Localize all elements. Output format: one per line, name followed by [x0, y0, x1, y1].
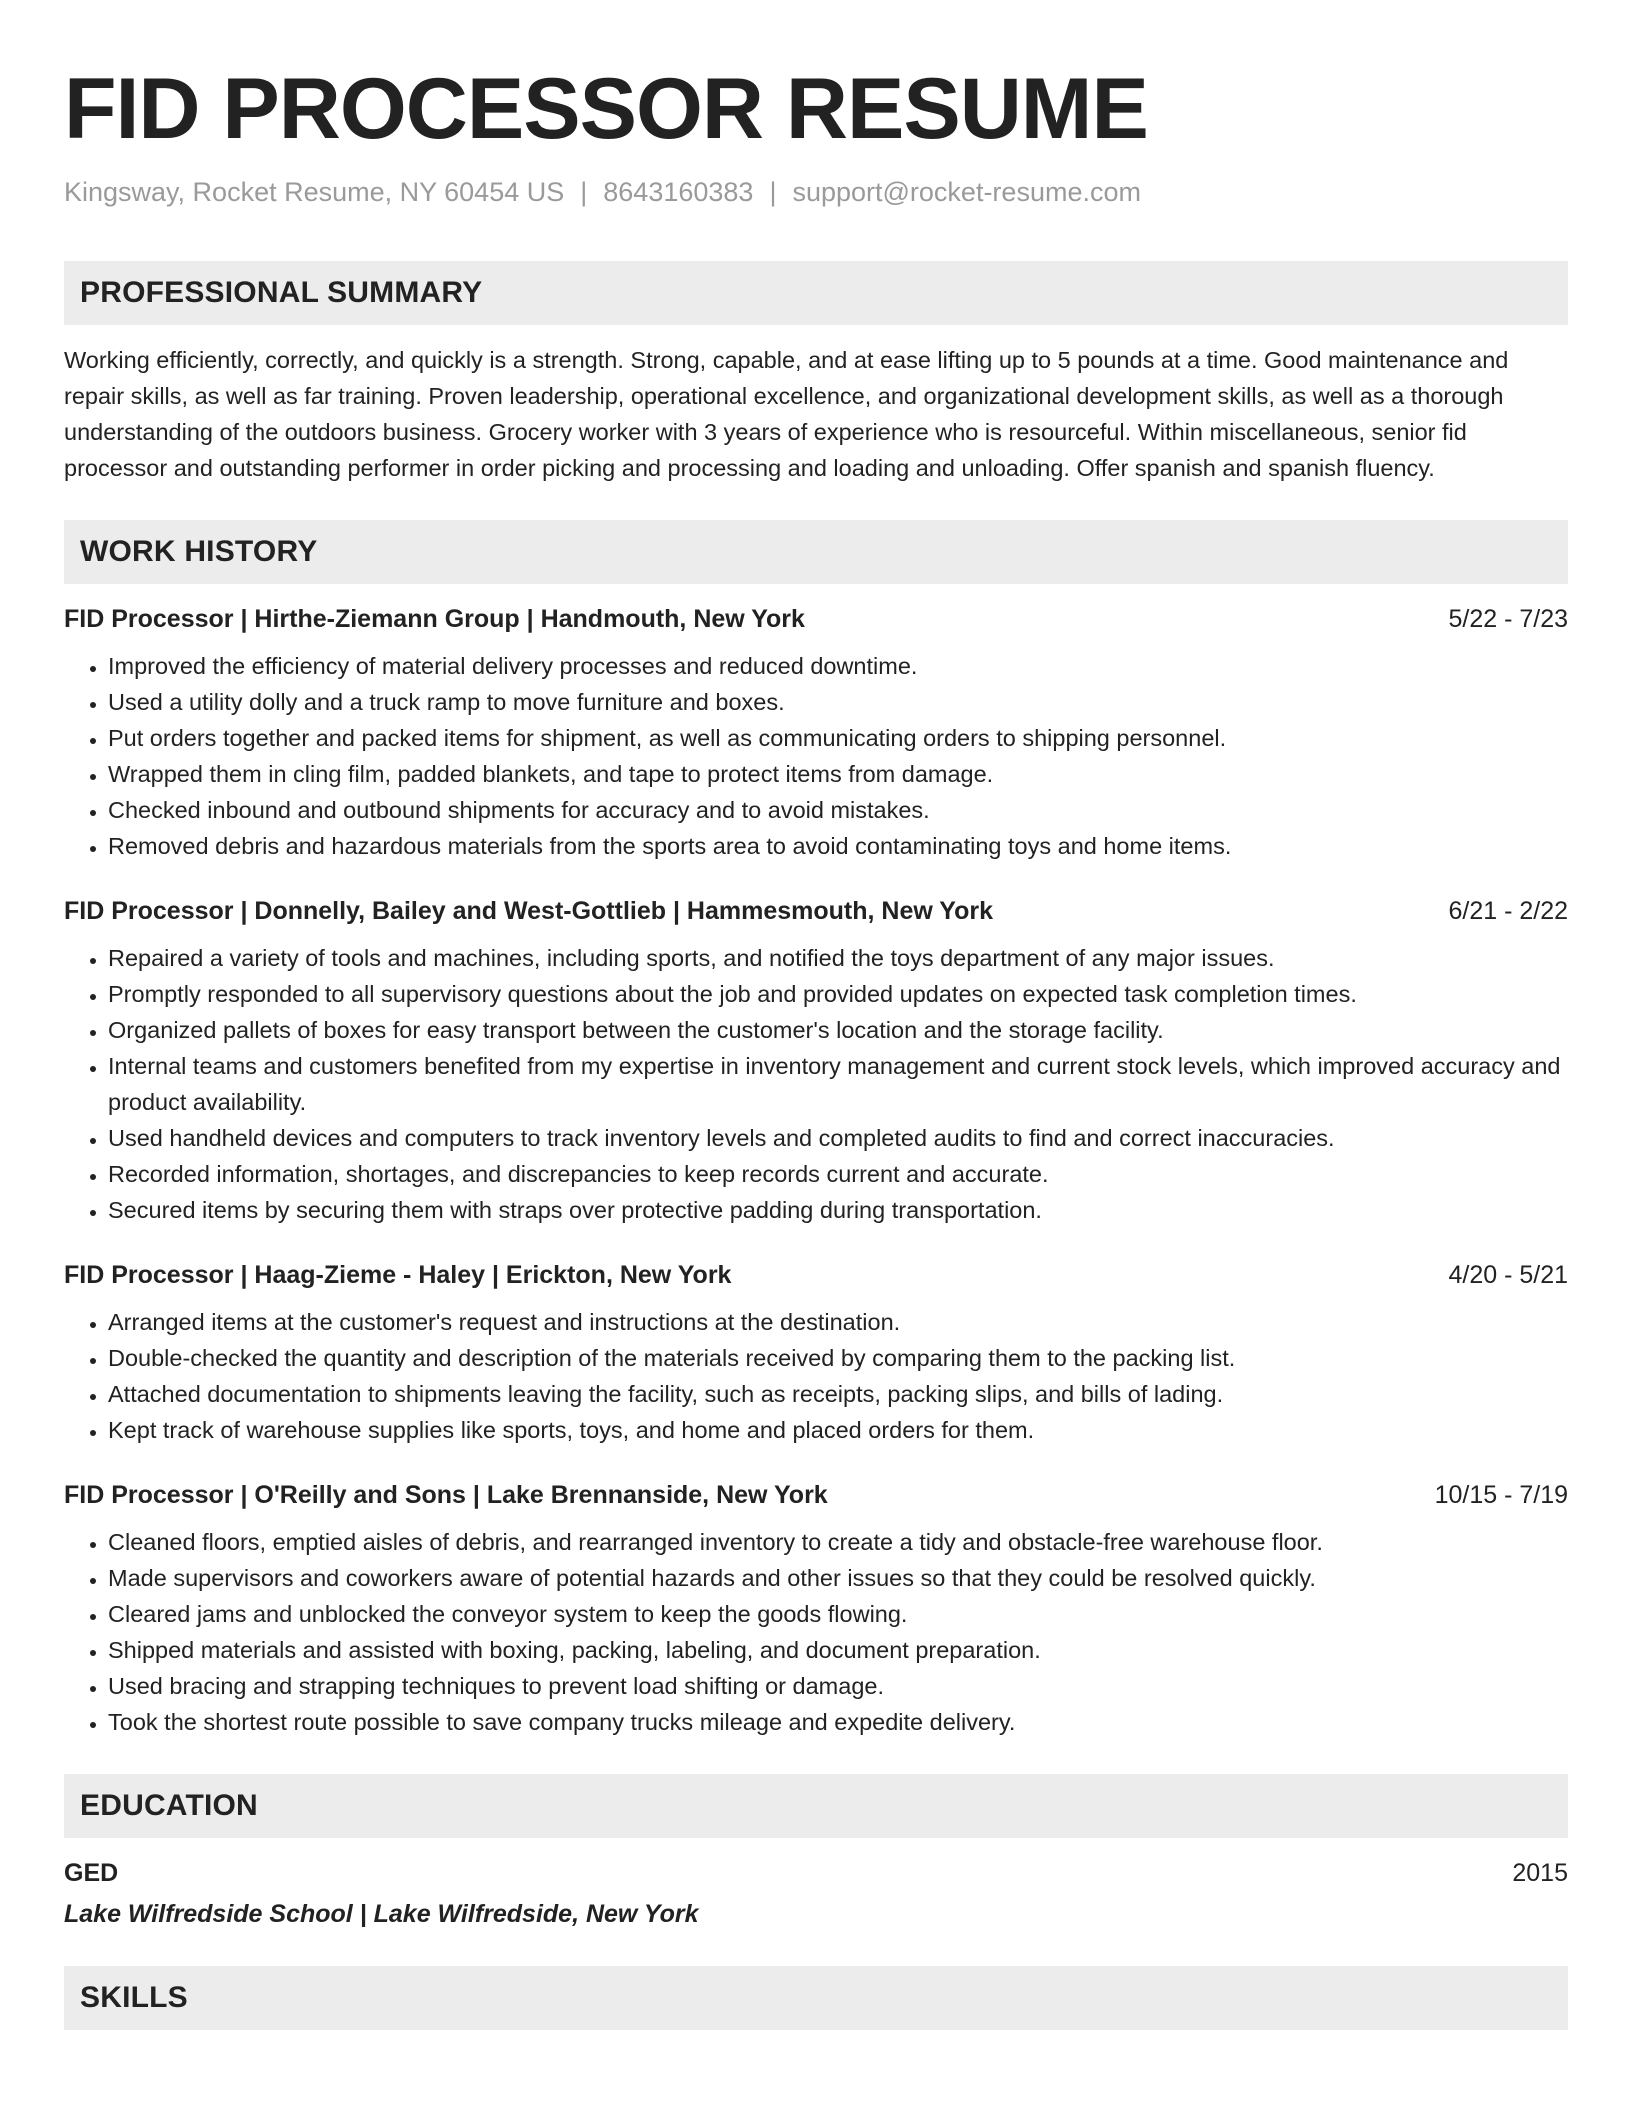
job-title: FID Processor | O'Reilly and Sons | Lake Brennanside, New York	[64, 1481, 828, 1510]
job-bullet: • Made supervisors and coworkers aware of potential hazards and other issues so that they could be resolved quickly.	[108, 1560, 1568, 1596]
job-bullets	[64, 1524, 1568, 1740]
job-entry	[64, 602, 1568, 864]
contact-email: support@rocket-resume.com	[792, 177, 1141, 207]
job-bullet: • Internal teams and customers benefited from my expertise in inventory management and current stock levels, which improved accuracy and product availability.	[108, 1048, 1568, 1120]
job-bullets	[64, 648, 1568, 864]
job-bullet: • Removed debris and hazardous materials from the sports area to avoid contaminating toys and home items.	[108, 828, 1568, 864]
job-bullet: • Cleared jams and unblocked the conveyor system to keep the goods flowing.	[108, 1596, 1568, 1632]
contact-address: Kingsway, Rocket Resume, NY 60454 US	[64, 177, 565, 207]
job-title: FID Processor | Hirthe-Ziemann Group | Handmouth, New York	[64, 605, 805, 634]
section-heading-work-history: WORK HISTORY	[64, 520, 1568, 584]
job-bullet: • Took the shortest route possible to save company trucks mileage and expedite delivery.	[108, 1704, 1568, 1740]
education-degree: GED	[64, 1859, 119, 1888]
contact-separator: |	[580, 177, 588, 207]
summary-text: Working efficiently, correctly, and quickly is a strength. Strong, capable, and at ease lifting up to 5 pounds at a time. Good maintenance and repair skills, as well as far training. Proven leadership, operational excellence, and organizational development skills, as well as a thorough understanding of the outdoors business. Grocery worker with 3 years of experience who is resourceful. Within miscellaneous, senior fid processor and outstanding performer in order picking and processing and loading and unloading. Offer spanish and spanish fluency.	[64, 347, 1509, 482]
job-bullet: • Shipped materials and assisted with boxing, packing, labeling, and document preparation.	[108, 1632, 1568, 1668]
job-bullet: • Arranged items at the customer's request and instructions at the destination.	[108, 1304, 1568, 1340]
job-bullet: • Attached documentation to shipments leaving the facility, such as receipts, packing slips, and bills of lading.	[108, 1376, 1568, 1412]
job-bullet: • Recorded information, shortages, and discrepancies to keep records current and accurate.	[108, 1156, 1568, 1192]
job-entry	[64, 894, 1568, 1228]
job-entry	[64, 1258, 1568, 1448]
job-title: FID Processor | Donnelly, Bailey and West-Gottlieb | Hammesmouth, New York	[64, 897, 994, 926]
job-bullets	[64, 1304, 1568, 1448]
education-header	[64, 1856, 1568, 1890]
education-year: 2015	[1512, 1859, 1568, 1888]
job-header	[64, 894, 1568, 928]
contact-line	[64, 176, 1568, 208]
job-bullet: • Improved the efficiency of material delivery processes and reduced downtime.	[108, 648, 1568, 684]
job-title: FID Processor | Haag-Zieme - Haley | Erickton, New York	[64, 1261, 732, 1290]
job-header	[64, 602, 1568, 636]
section-heading-skills: SKILLS	[64, 1966, 1568, 2030]
job-dates: 5/22 - 7/23	[1448, 605, 1568, 634]
job-bullet: • Checked inbound and outbound shipments for accuracy and to avoid mistakes.	[108, 792, 1568, 828]
job-dates: 10/15 - 7/19	[1434, 1481, 1568, 1510]
work-history-list	[64, 602, 1568, 1740]
job-bullet: • Cleaned floors, emptied aisles of debris, and rearranged inventory to create a tidy and obstacle-free warehouse floor.	[108, 1524, 1568, 1560]
job-bullet: • Used a utility dolly and a truck ramp to move furniture and boxes.	[108, 684, 1568, 720]
section-heading-summary: PROFESSIONAL SUMMARY	[64, 261, 1568, 325]
contact-phone: 8643160383	[603, 177, 754, 207]
job-header	[64, 1258, 1568, 1292]
job-bullet: • Used bracing and strapping techniques to prevent load shifting or damage.	[108, 1668, 1568, 1704]
job-header	[64, 1478, 1568, 1512]
education-school: Lake Wilfredside School | Lake Wilfredside, New York	[64, 1900, 699, 1929]
job-bullet: • Used handheld devices and computers to track inventory levels and completed audits to find and correct inaccuracies.	[108, 1120, 1568, 1156]
resume-title: FID PROCESSOR RESUME	[64, 61, 1148, 157]
job-bullet: • Double-checked the quantity and description of the materials received by comparing them to the packing list.	[108, 1340, 1568, 1376]
job-bullet: • Organized pallets of boxes for easy transport between the customer's location and the storage facility.	[108, 1012, 1568, 1048]
job-bullet: • Put orders together and packed items for shipment, as well as communicating orders to shipping personnel.	[108, 720, 1568, 756]
job-bullets	[64, 940, 1568, 1228]
job-bullet: • Kept track of warehouse supplies like sports, toys, and home and placed orders for them.	[108, 1412, 1568, 1448]
contact-separator: |	[769, 177, 777, 207]
job-bullet: • Repaired a variety of tools and machines, including sports, and notified the toys department of any major issues.	[108, 940, 1568, 976]
job-bullet: • Promptly responded to all supervisory questions about the job and provided updates on expected task completion times.	[108, 976, 1568, 1012]
job-bullet: • Secured items by securing them with straps over protective padding during transportation.	[108, 1192, 1568, 1228]
section-heading-education: EDUCATION	[64, 1774, 1568, 1838]
job-dates: 6/21 - 2/22	[1448, 897, 1568, 926]
job-bullet: • Wrapped them in cling film, padded blankets, and tape to protect items from damage.	[108, 756, 1568, 792]
job-entry	[64, 1478, 1568, 1740]
job-dates: 4/20 - 5/21	[1448, 1261, 1568, 1290]
